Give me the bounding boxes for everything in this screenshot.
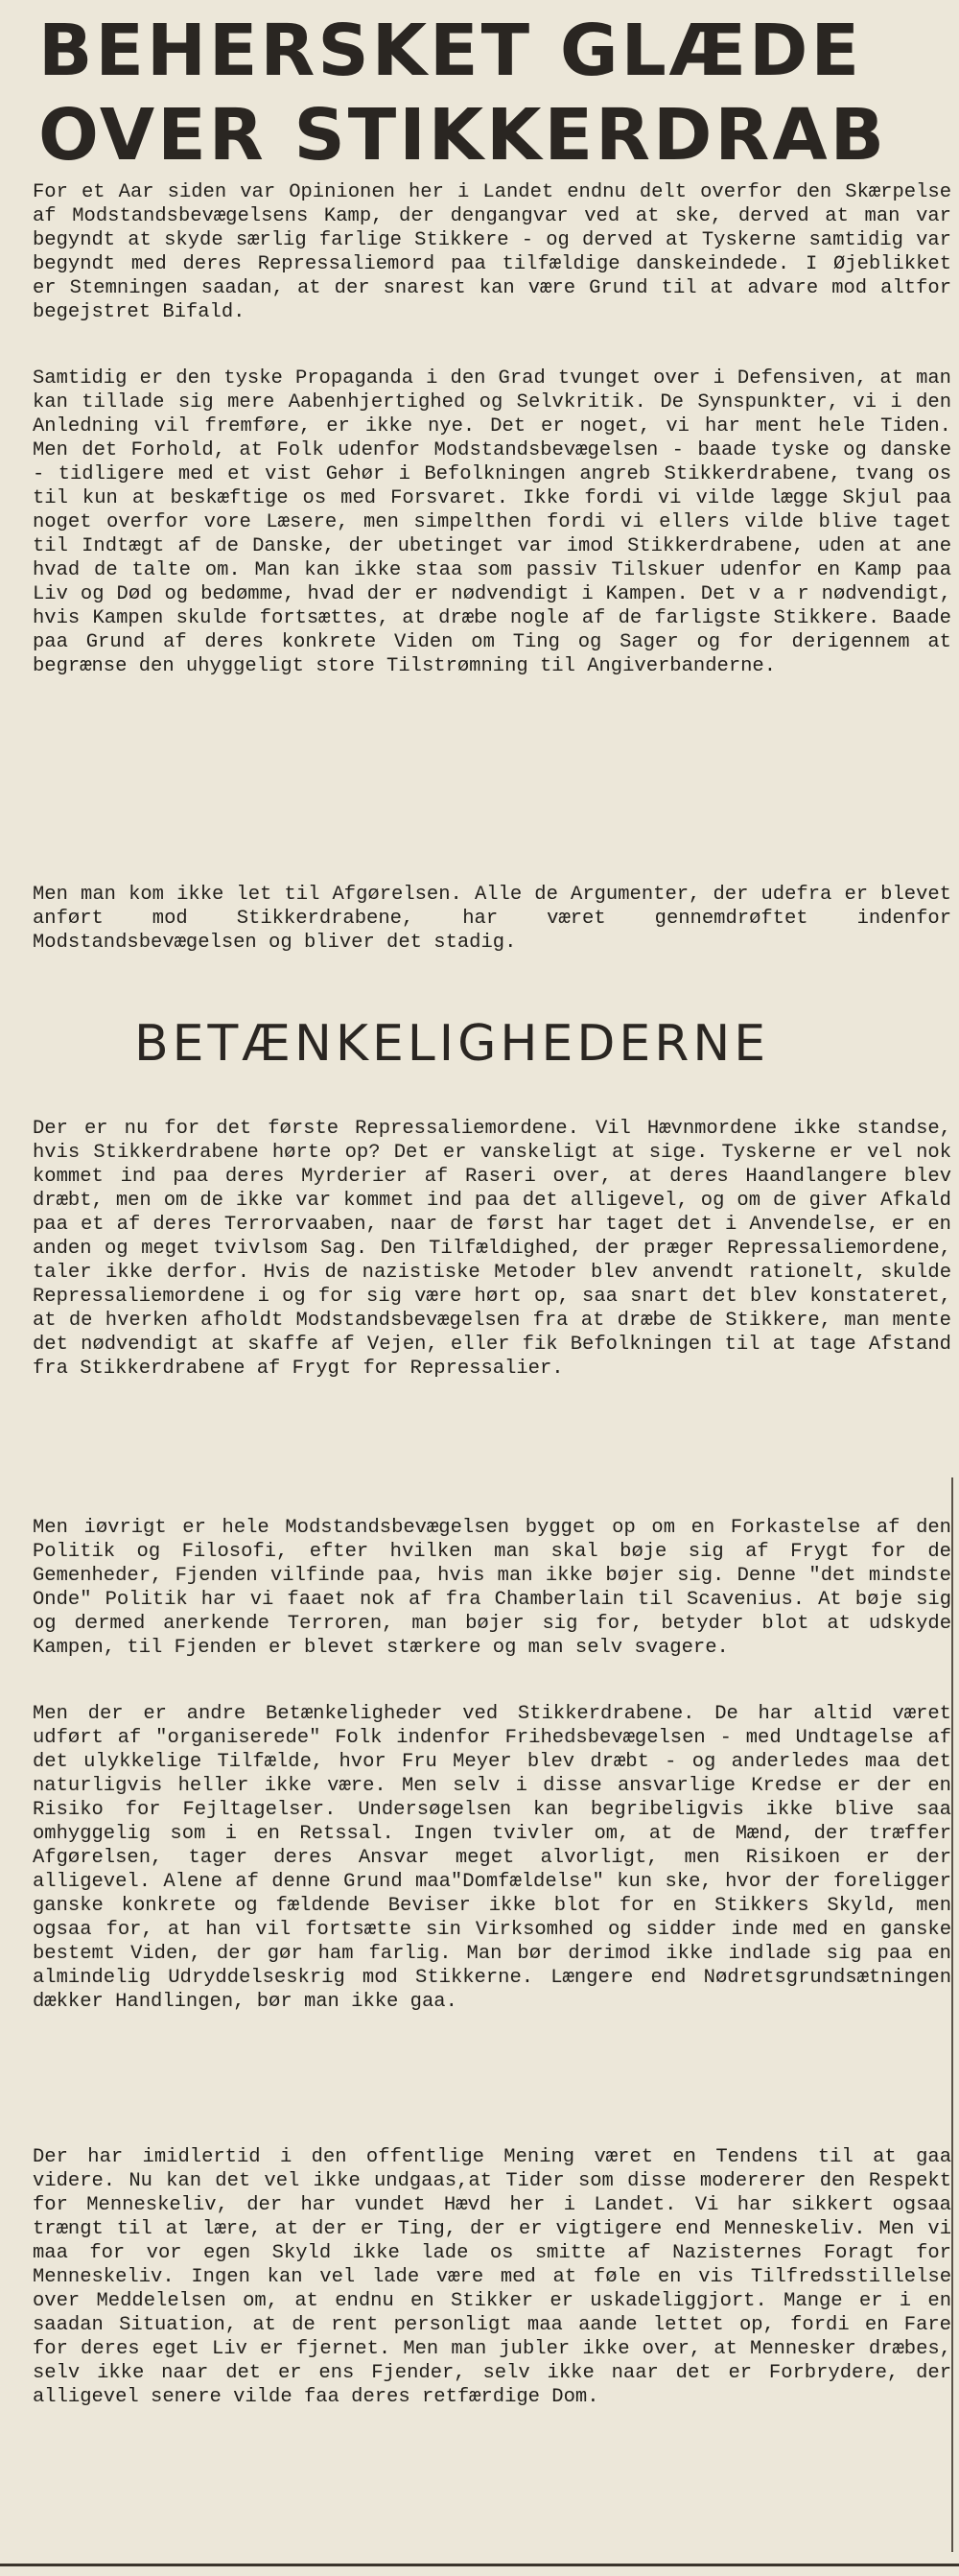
headline-line-1: BEHERSKET GLÆDE — [38, 10, 862, 92]
subheading: BETÆNKELIGHEDERNE — [134, 1015, 770, 1073]
bottom-rule — [0, 2564, 959, 2566]
paragraph-decision: Men man kom ikke let til Afgørelsen. Alle de Argumenter, der udefra er blevet anført mod Stikkerdrabene, har været gennemdrøftet indenfor Modstandsbevægelsen og bliver det stadig. — [33, 884, 951, 954]
paragraph-propaganda: Samtidig er den tyske Propaganda i den Grad tvunget over i Defensiven, at man kan tillade sig mere Aabenhjertighed og Selvkritik. De Synspunkter, vi i den Anledning vil fremføre, er ikke nye. Det er noget, vi har ment hele Tiden. Men det Forhold, at Folk udenfor Modstandsbevægelsen - baade tyske og danske - tidligere med et vist Gehør i Befolkningen angreb Stikkerdrabene, tvang os til kun at beskæftige os med Forsvaret. Ikke fordi vi vilde lægge Skjul paa noget overfor vore Læsere, men simpelthen fordi vi ellers vilde blive taget til Indtægt af de Danske, der ubetinget var imod Stikkerdrabene, uden at ane hvad de talte om. Man kan ikke staa som passiv Tilskuer udenfor en Kamp paa Liv og Død og bedømme, hvad der er nødvendigt i Kampen. Det v a r nødvendigt, hvis Kampen skulde fortsættes, at dræbe nogle af de farligste Stikkere. Baade paa Grund af deres konkrete Viden om Ting og Sager og for derigennem at begrænse den uhyggeligt store Tilstrømning til Angiverbanderne. — [33, 367, 951, 677]
paragraph-intro: For et Aar siden var Opinionen her i Landet endnu delt overfor den Skærpelse af Modstandsbevægelsens Kamp, der dengangvar ved at ske, derved at man var begyndt at skyde særlig farlige Stikkere - og derved at Tyskerne samtidig var begyndt med deres Repressaliemord paa tilfældige danskeindede. I Øjeblikket er Stemningen saadan, at der snarest kan være Grund til at advare mod altfor begejstret Bifald. — [33, 181, 951, 323]
headline-line-2: OVER STIKKERDRAB — [38, 94, 888, 177]
paragraph-concerns: Men der er andre Betænkeligheder ved Stikkerdrabene. De har altid været udført af "organiserede" Folk indenfor Frihedsbevægelsen - med Undtagelse af det ulykkelige Tilfælde, hvor Fru Meyer blev dræbt - og anderledes maa det naturligvis heller ikke være. Men selv i disse ansvarlige Kredse er der en Risiko for Fejltagelser. Undersøgelsen kan begribeligvis ikke blive saa omhyggelig som i en Retssal. Ingen tvivler om, at de Mænd, der træffer Afgørelsen, tager deres Ansvar meget alvorligt, men Risikoen er der alligevel. Alene af denne Grund maa"Domfældelse" kun ske, hvor der foreligger ganske konkrete og fældende Beviser ikke blot for en Stikkers Skyld, men ogsaa for, at han vil fortsætte sin Virksomhed og sidder inde med en ganske bestemt Viden, der gør ham farlig. Man bør derimod ikke indlade sig paa en almindelig Udryddelseskrig mod Stikkerne. Længere end Nødretsgrundsætningen dækker Handlingen, bør man ikke gaa. — [33, 1703, 951, 2013]
paragraph-public-opinion: Der har imidlertid i den offentlige Mening været en Tendens til at gaa videre. Nu kan det vel ikke undgaas,at Tider som disse modererer den Respekt for Menneskeliv, der har vundet Hævd her i Landet. Vi har sikkert ogsaa trængt til at lære, at der er Ting, der er vigtigere end Menneskeliv. Men vi maa for vor egen Skyld ikke lade os smitte af Nazisternes Foragt for Menneskeliv. Ingen kan vel lade være med at føle en vis Tilfredsstillelse over Meddelelsen om, at endnu en Stikker er uskadeliggjort. Mange er i en saadan Situation, at de rent personligt maa aande lettet op, fordi en Fare for deres eget Liv er fjernet. Men man jubler ikke over, at Mennesker dræbes, selv ikke naar det er ens Fjender, selv ikke naar det er Forbrydere, der alligevel senere vilde faa deres retfærdige Dom. — [33, 2146, 951, 2408]
column-rule — [951, 1477, 953, 2552]
paragraph-reprisals: Der er nu for det første Repressaliemordene. Vil Hævnmordene ikke standse, hvis Stikkerdrabene hørte op? Det er vanskeligt at sige. Tyskerne er vel nok kommet ind paa deres Myrderier af Raseri over, at deres Haandlangere blev dræbt, men om de ikke var kommet ind paa det alligevel, og om de giver Afkald paa et af deres Terrorvaaben, naar de først har taget det i Anvendelse, er en anden og meget tvivlsom Sag. Den Tilfældighed, der præger Repressaliemordene, taler ikke derfor. Hvis de nazistiske Metoder blev anvendt rationelt, skulde Repressaliemordene i og for sig være hørt op, saa snart det blev konstateret, at de hverken afholdt Modstandsbevægelsen fra at dræbe de Stikkere, man mente det nødvendigt at skaffe af Vejen, eller fik Befolkningen til at tage Afstand fra Stikkerdrabene af Frygt for Repressalier. — [33, 1118, 951, 1380]
paragraph-politics: Men iøvrigt er hele Modstandsbevægelsen bygget op om en Forkastelse af den Politik og Filosofi, efter hvilken man skal bøje sig af Frygt for de Gemenheder, Fjenden vilfinde paa, hvis man ikke bøjer sig. Denne "det mindste Onde" Politik har vi faaet nok af fra Chamberlain til Scavenius. At bøje sig og dermed anerkende Terroren, man bøjer sig for, betyder blot at udskyde Kampen, til Fjenden er blevet stærkere og man selv svagere. — [33, 1517, 951, 1659]
